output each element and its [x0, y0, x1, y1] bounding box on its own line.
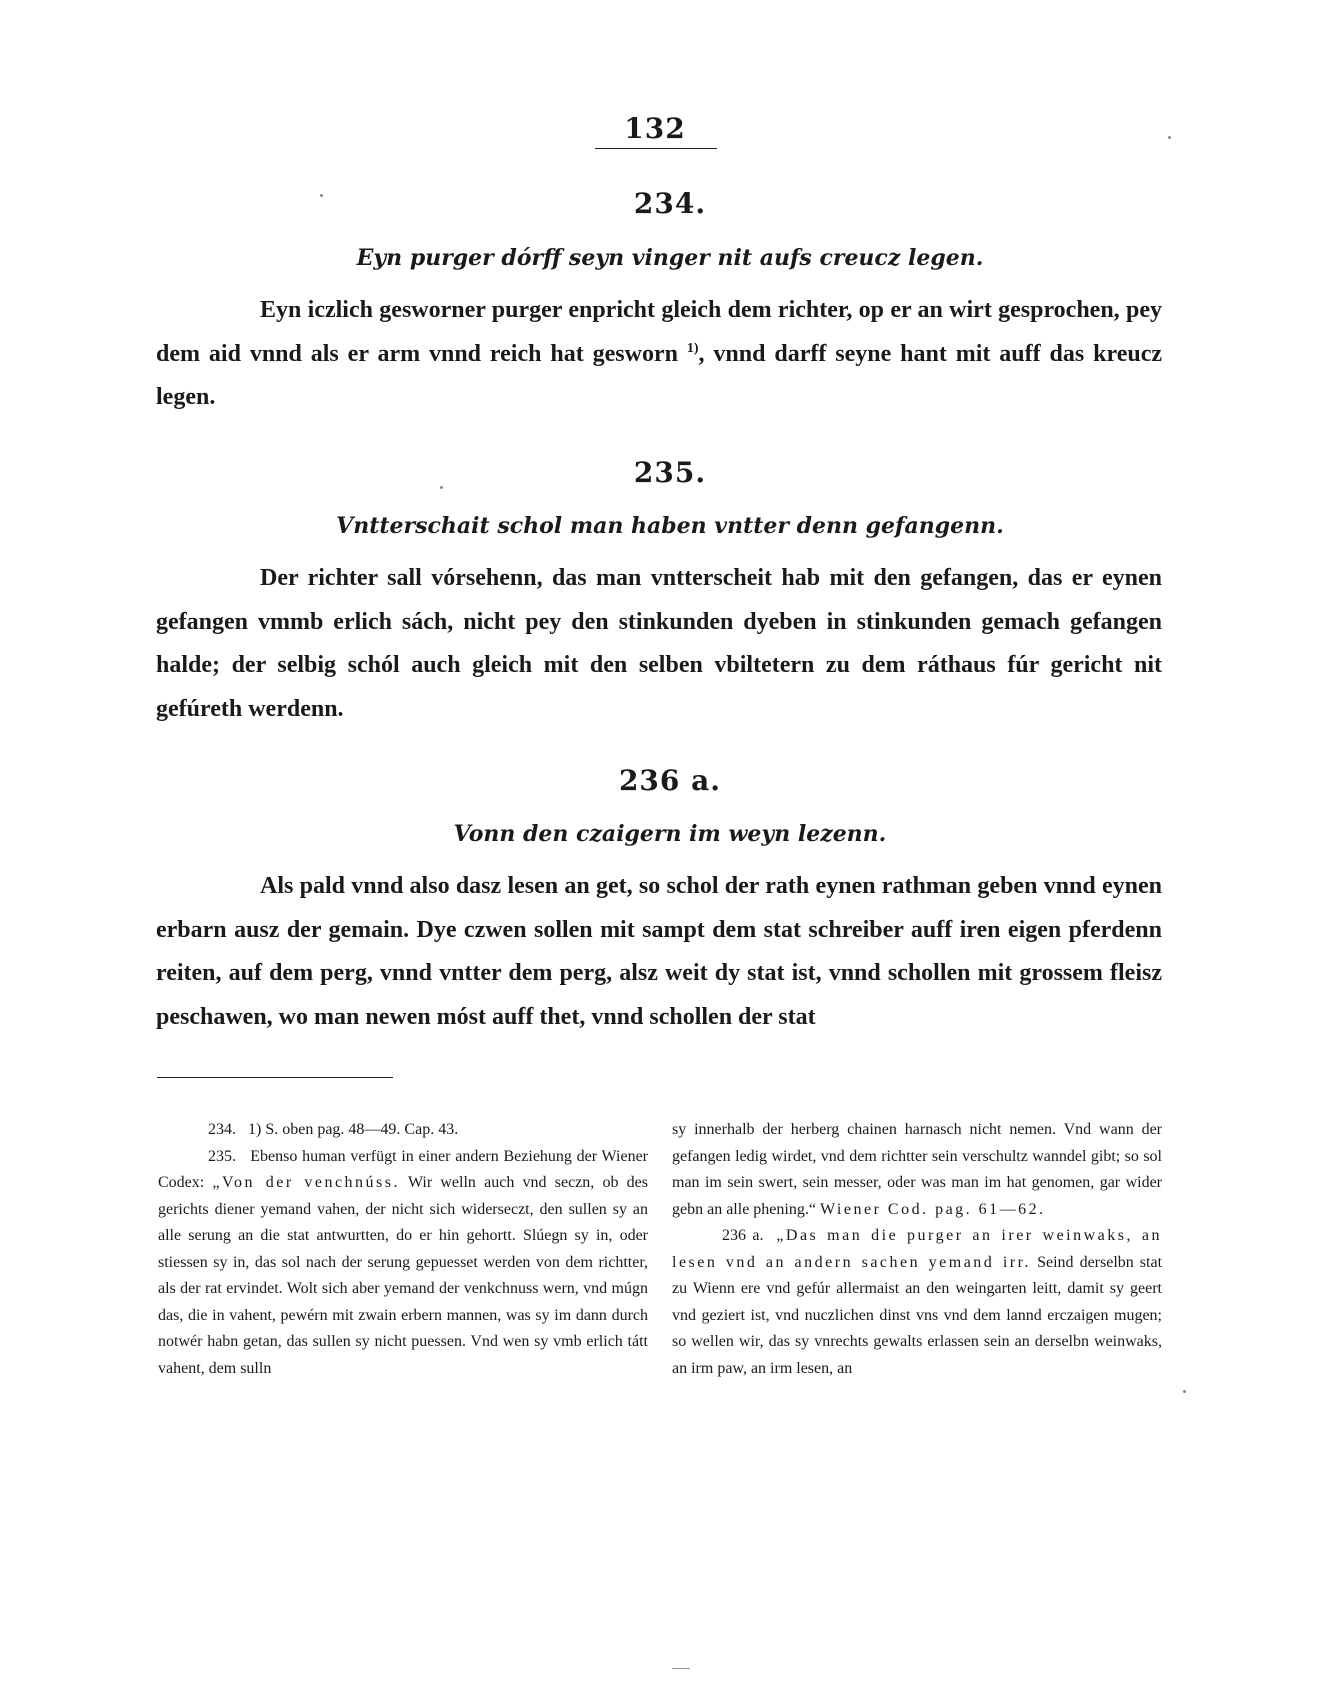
section-body-236a: Als pald vnnd also dasz lesen an get, so schol der rath eynen rathman geben vnnd eynen erbarn ausz der gemain. Dye czwen sollen mit sampt dem stat schreiber auff iren eigen pferdenn reiten, auf dem perg, vnnd vntter dem perg, alsz weit dy stat ist, vnnd schollen mit grossem fleisz peschawen, wo man newen móst auff thet, vnnd schollen der stat: [156, 873, 1162, 1030]
scan-speck: [440, 486, 443, 489]
footnote-quote-title: „Das man die purger an irer weinwaks, an lesen vnd an andern sachen yemand irr.: [672, 1227, 1163, 1271]
section-body-235: Der richter sall vórsehenn, das man vntterscheit hab mit den gefangen, das er eynen gefangen vmmb erlich sách, nicht pey den stinkunden dyeben in stinkunden gemach gefangen halde; der selbig schól auch gleich mit den selben vbiltetern zu dem ráthaus fúr gericht nit gefúreth werdenn.: [156, 565, 1162, 722]
footnotes-left-column: [158, 1117, 648, 1382]
footnote-text: Seind derselbn stat zu Wienn ere vnd gefúr allermaist an den weingarten leitt, damit sy geert vnd geziert ist, vnd nuczlichen dinst vns vnd dem lannd erczaigen mugen; so wellen wir, das sy vnrechts gewalts erlassen sein an derselbn weinwaks, an irm paw, an irm lesen, an: [672, 1253, 1163, 1377]
section-title-236a: Vonn den czaigern im weyn lezenn.: [453, 821, 887, 847]
section-body-234: [156, 289, 1162, 420]
scan-speck: [320, 194, 323, 197]
section-number-235: 235.: [633, 456, 707, 489]
footnote-234: [158, 1117, 648, 1144]
section-number-234: 234.: [633, 187, 707, 220]
footnote-text: Ebenso human verfügt in einer andern Beziehung der Wiener Codex:: [158, 1147, 648, 1191]
footnote-235: [158, 1144, 648, 1383]
footnote-label: 235.: [208, 1147, 236, 1165]
footnote-rule: [157, 1077, 393, 1078]
footnote-source: Wiener Cod. pag. 61—62.: [819, 1200, 1046, 1218]
page-number: 132: [624, 112, 686, 145]
scan-mark: [672, 1668, 690, 1669]
section-body-234-text: Eyn iczlich gesworner purger enpricht gleich dem richter, op er an wirt gesprochen, pey dem aid vnnd als er arm vnnd reich hat gesworn: [156, 297, 1162, 367]
footnote-text: 1) S. oben pag. 48—49. Cap. 43.: [248, 1121, 459, 1138]
footnotes-right-column: [672, 1117, 1162, 1382]
footnote-235-continued: [672, 1117, 1162, 1223]
footnote-text: sy innerhalb der herberg chainen harnasch nicht nemen. Vnd wann der gefangen ledig wirdet, vnd dem richtter sein verschultz wanndel gibt; so sol man im sein swert, sein messer, oder was man im hat genomen, gar wider gebn an alle phening.“: [672, 1121, 1162, 1218]
footnote-text: Wir welln auch vnd seczn, ob des gerichts diener yemand vahen, der nicht sich widerseczt, den sullen sy an alle serung an die stat antwurtten, do er hin gehortt. Slúegn sy in, oder stiessen sy in, das sol nach der serung gepuesset werden von dem richtter, als der rat ervindet. Wolt sich aber yemand der venkchnuss wern, vnd múgn das, die in vahent, pewérn mit zwain erbern mannen, was sy im dann durch notwér habn getan, das sullen sy nicht puessen. Vnd wen sy vmb erlich tátt vahent, dem sulln: [158, 1174, 648, 1377]
section-title-235: Vntterschait schol man haben vntter denn gefangenn.: [336, 513, 1004, 539]
footnote-reference-1: 1): [686, 340, 699, 356]
section-number-236a: 236 a.: [618, 764, 722, 797]
footnote-label: 236 a.: [722, 1227, 764, 1244]
section-title-234: Eyn purger dórff seyn vinger nit aufs creucz legen.: [356, 245, 984, 271]
scan-speck: [1168, 136, 1171, 139]
footnote-label: 234.: [208, 1121, 236, 1138]
section-body-234-text-end: , vnnd darff seyne hant mit auff das kreucz legen.: [156, 340, 1163, 410]
footnote-236a: [672, 1223, 1162, 1382]
footnote-quote-title: „Von der venchnúss.: [212, 1174, 401, 1191]
scan-speck: [1183, 1390, 1186, 1393]
page-number-rule: [595, 148, 717, 149]
